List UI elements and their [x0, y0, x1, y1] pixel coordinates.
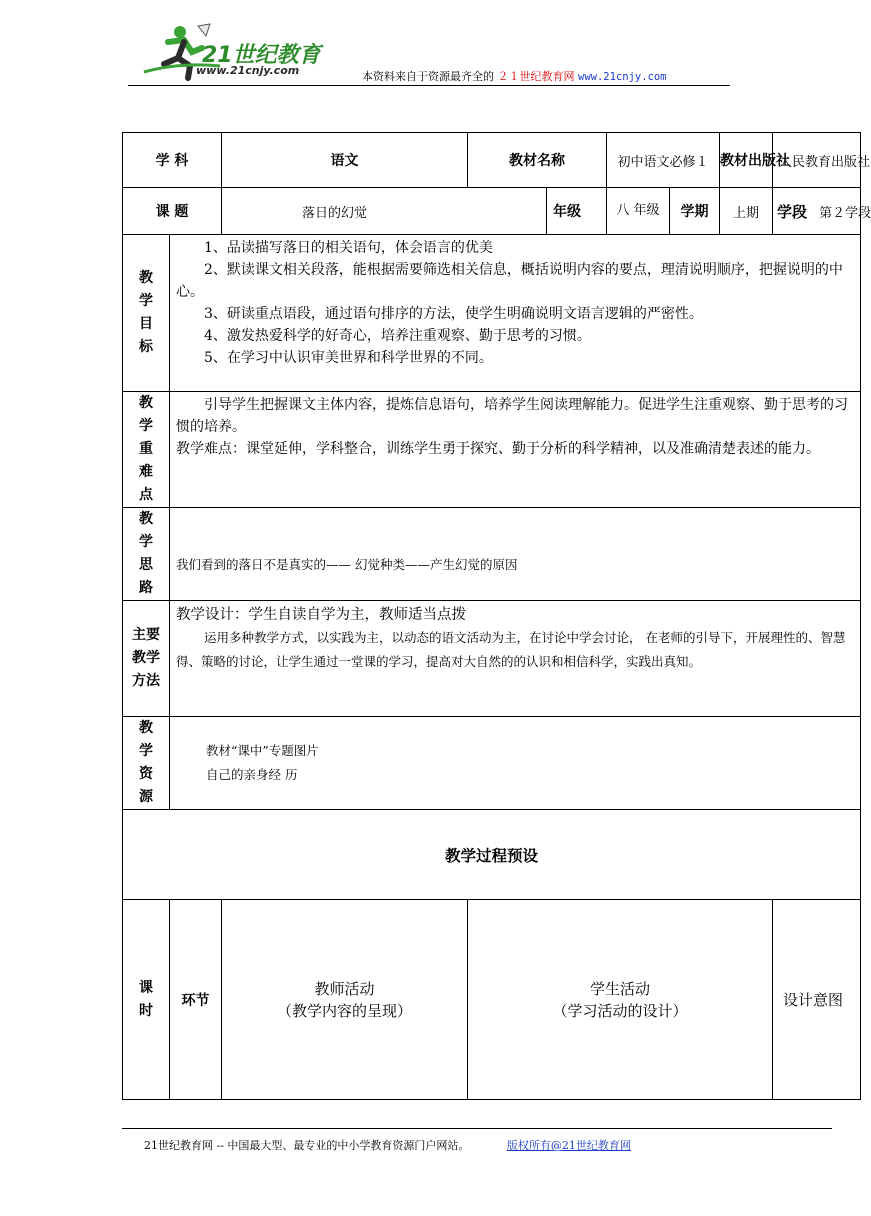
term-value: 上期	[720, 188, 773, 235]
col-period: 课时	[123, 900, 170, 1100]
col-student-subtitle: （学习活动的设计）	[552, 1001, 688, 1020]
period-cell	[773, 188, 871, 235]
col-stage: 环节	[170, 900, 222, 1100]
key-points-label: 教学重难点	[123, 392, 170, 508]
row-process-title	[123, 810, 861, 900]
col-teacher-title: 教师活动	[314, 979, 375, 998]
lesson-plan-table	[122, 132, 871, 1100]
subject-value: 语文	[222, 133, 468, 188]
footer-divider	[122, 1128, 832, 1129]
row-resources	[123, 717, 861, 810]
row-goals	[123, 235, 861, 392]
col-student	[468, 900, 773, 1100]
goal-item: 2、默读课文相关段落，能根据需要筛选相关信息，概括说明内容的要点，理清说明顺序，把握说明的中心。	[176, 262, 843, 300]
footer	[144, 1137, 631, 1153]
grade-value: 八 年级	[607, 188, 670, 235]
header-note-url[interactable]: www.21cnjy.com	[578, 71, 667, 83]
resources-label: 教学资源	[123, 717, 170, 810]
key-point-text: 引导学生把握课文主体内容，提炼信息语句，培养学生阅读理解能力。促进学生注重观察、勤于思考的习惯的培养。	[176, 397, 848, 435]
subject-label: 学 科	[123, 133, 222, 188]
term-label: 学期	[670, 188, 720, 235]
publisher-label: 教材出版社	[720, 133, 773, 188]
publisher-value: 人民教育出版社	[773, 133, 861, 188]
grade-label: 年级	[547, 188, 607, 235]
methods-design: 教学设计：学生自读自学为主，教师适当点拨	[176, 607, 466, 623]
key-points-content	[170, 392, 861, 508]
row-topic	[123, 188, 861, 235]
approach-text: 我们看到的落日不是真实的—— 幻觉种类——产生幻觉的原因	[170, 508, 861, 601]
approach-label: 教学思路	[123, 508, 170, 601]
resource-item: 教材“课中”专题图片	[206, 743, 319, 758]
row-key-points	[123, 392, 861, 508]
goal-item: 5、在学习中认识审美世界和科学世界的不同。	[204, 350, 493, 366]
header-note-site[interactable]: ２１世纪教育网	[497, 70, 575, 83]
goals-label: 教学目标	[123, 235, 170, 392]
header-note	[362, 68, 667, 84]
row-process-header	[123, 900, 861, 1100]
row-subject	[123, 133, 861, 188]
col-student-title: 学生活动	[590, 979, 651, 998]
row-approach	[123, 508, 861, 601]
resources-content	[170, 717, 861, 810]
difficulty-text: 教学难点：课堂延伸，学科整合，训练学生勇于探究、勤于分析的科学精神，以及准确清楚表述的能力。	[176, 441, 820, 457]
resource-item: 自己的亲身经 历	[206, 767, 298, 782]
goal-item: 3、研读重点语段，通过语句排序的方法，使学生明确说明文语言逻辑的严密性。	[204, 306, 703, 322]
header-note-prefix: 本资料来自于资源最齐全的	[362, 70, 494, 83]
period-label: 学段	[777, 202, 808, 221]
col-teacher-subtitle: （教学内容的呈现）	[276, 1001, 412, 1020]
col-teacher	[222, 900, 468, 1100]
site-logo	[140, 22, 340, 82]
textbook-value: 初中语文必修１	[607, 133, 720, 188]
footer-copyright-link[interactable]: 版权所有@21世纪教育网	[506, 1139, 631, 1152]
footer-text: 21世纪教育网 -- 中国最大型、最专业的中小学教育资源门户网站。	[144, 1139, 470, 1152]
goal-item: 4、激发热爱科学的好奇心，培养注重观察、勤于思考的习惯。	[204, 328, 591, 344]
row-methods	[123, 601, 861, 717]
methods-content	[170, 601, 861, 717]
col-intent: 设计意图	[773, 900, 861, 1100]
topic-label: 课 题	[123, 188, 222, 235]
topic-value: 落日的幻觉	[222, 188, 547, 235]
logo-title: 21世纪教育	[202, 43, 321, 68]
goal-item: 1、品读描写落日的相关语句，体会语言的优美	[204, 240, 493, 256]
process-title: 教学过程预设	[123, 810, 861, 900]
period-value: 第２学段	[819, 205, 871, 221]
header-divider	[128, 85, 730, 86]
logo-url: www.21cnjy.com	[196, 64, 300, 77]
goals-content	[170, 235, 861, 392]
methods-text: 运用多种教学方式，以实践为主，以动态的语文活动为主，在讨论中学会讨论， 在老师的引导下，开展理性的、智慧得、策略的讨论，让学生通过一堂课的学习，提高对大自然的的认识和相信科学，实践出真知。	[176, 630, 846, 669]
methods-label: 主要教学方法	[123, 601, 170, 717]
textbook-label: 教材名称	[468, 133, 607, 188]
